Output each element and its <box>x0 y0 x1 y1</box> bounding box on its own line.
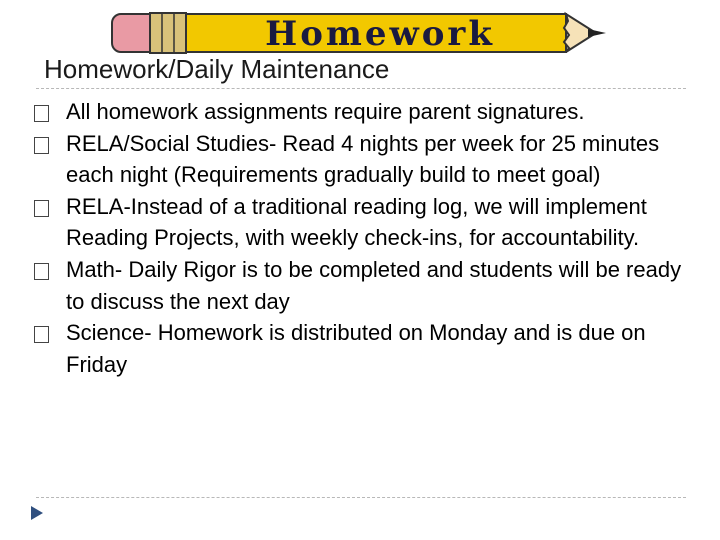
bullet-box-icon <box>34 137 49 154</box>
bullet-box-icon <box>34 263 49 280</box>
bullet-text: RELA-Instead of a traditional reading log, we will implement Reading Projects, with weekly check-ins, for accountability. <box>66 193 647 251</box>
bullet-text: Math- Daily Rigor is to be completed and students will be ready to discuss the next day <box>66 256 682 314</box>
footer-divider <box>36 497 686 498</box>
bullet-text: Science- Homework is distributed on Monday and is due on Friday <box>66 320 646 377</box>
banner-word: Homework <box>265 14 495 54</box>
homework-pencil-banner <box>108 8 610 58</box>
bullet-item <box>32 96 692 128</box>
bullet-item <box>32 191 692 254</box>
bullet-box-icon <box>34 105 49 122</box>
bullet-list <box>32 96 692 380</box>
page-title: Homework/Daily Maintenance <box>44 54 390 84</box>
title-divider <box>36 88 686 89</box>
bullet-item <box>32 317 692 380</box>
bullet-text: RELA/Social Studies- Read 4 nights per week for 25 minutes each night (Requirements gradually build to meet goal) <box>66 130 660 188</box>
bullet-box-icon <box>34 326 49 343</box>
bullet-item <box>32 128 692 191</box>
bullet-item <box>32 254 692 317</box>
arrow-right-icon <box>30 505 44 521</box>
bullet-box-icon <box>34 200 49 217</box>
bullet-text: All homework assignments require parent signatures. <box>66 99 585 124</box>
